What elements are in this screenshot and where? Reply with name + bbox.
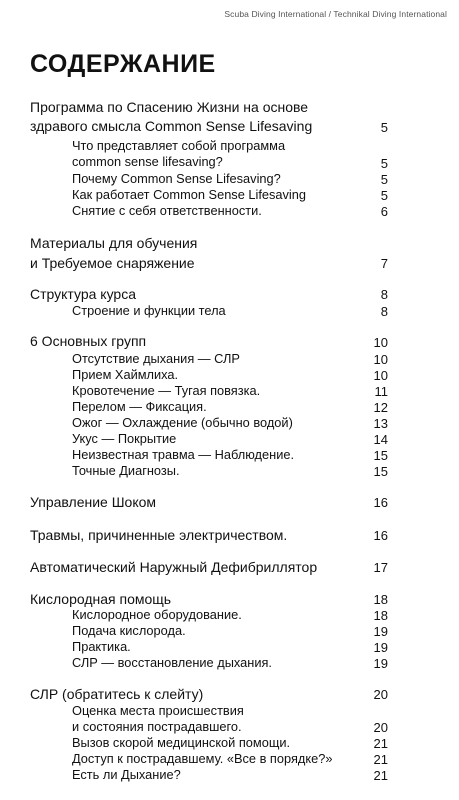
toc-page: 8: [380, 287, 388, 302]
toc-page: 10: [373, 368, 388, 383]
toc-sub-entry: Прием Хаймлиха.: [72, 367, 179, 382]
toc-sub-entry: Подача кислорода.: [72, 623, 186, 638]
toc-page: 5: [380, 120, 388, 135]
toc-page: 18: [373, 592, 388, 607]
toc-entry: Программа по Спасению Жизни на основе: [30, 99, 309, 115]
toc-page: 12: [373, 400, 388, 415]
toc-sub-entry: Оценка места происшествия: [72, 703, 244, 718]
toc-sub-entry: Что представляет собой программа: [72, 138, 286, 153]
toc-page: 19: [373, 640, 388, 655]
toc-page: 15: [373, 448, 388, 463]
toc-page: 15: [373, 464, 388, 479]
toc-page: 10: [373, 335, 388, 350]
toc-sub-entry: Ожог — Охлаждение (обычно водой): [72, 415, 293, 430]
toc-entry: 6 Основных групп: [30, 333, 147, 349]
toc-sub-entry: Кислородное оборудование.: [72, 607, 242, 622]
toc-page: 21: [373, 752, 388, 767]
toc-page: 16: [373, 528, 388, 543]
toc-page: 17: [373, 560, 388, 575]
toc-page: 19: [373, 656, 388, 671]
toc-sub-entry: и состояния пострадавшего.: [72, 719, 242, 734]
toc-entry: Кислородная помощь: [30, 591, 172, 607]
toc-page: 13: [373, 416, 388, 431]
toc-page: 5: [380, 156, 388, 171]
toc-sub-entry: Неизвестная травма — Наблюдение.: [72, 447, 295, 462]
toc-page: 5: [380, 188, 388, 203]
page-title: СОДЕРЖАНИЕ: [30, 50, 216, 78]
toc-sub-entry: Почему Common Sense Lifesaving?: [72, 171, 281, 186]
toc-page: 6: [380, 204, 388, 219]
toc-page: 16: [373, 495, 388, 510]
toc-page: 7: [380, 256, 388, 271]
toc-page: 20: [373, 720, 388, 735]
toc-sub-entry: Есть ли Дыхание?: [72, 767, 181, 782]
toc-sub-entry: common sense lifesaving?: [72, 154, 223, 169]
toc-sub-entry: Точные Диагнозы.: [72, 463, 180, 478]
page-header: Scuba Diving International / Technikal Diving International: [224, 9, 447, 19]
toc-sub-entry: Снятие с себя ответственности.: [72, 203, 262, 218]
toc-page: 19: [373, 624, 388, 639]
toc-sub-entry: Кровотечение — Тугая повязка.: [72, 383, 261, 398]
toc-entry: Материалы для обучения: [30, 235, 198, 251]
toc-sub-entry: СЛР — восстановление дыхания.: [72, 655, 272, 670]
toc-sub-entry: Укус — Покрытие: [72, 431, 177, 446]
toc-page: 10: [373, 352, 388, 367]
toc-sub-entry: Доступ к пострадавшему. «Все в порядке?»: [72, 751, 333, 766]
toc-page: 21: [373, 736, 388, 751]
toc-page: 8: [380, 304, 388, 319]
toc-sub-entry: Вызов скорой медицинской помощи.: [72, 735, 291, 750]
toc-sub-entry: Практика.: [72, 639, 131, 654]
toc-entry: СЛР (обратитесь к слейту): [30, 686, 204, 702]
toc-sub-entry: Отсутствие дыхания — СЛР: [72, 351, 240, 366]
toc-page: 5: [380, 172, 388, 187]
toc-page: 11: [374, 384, 388, 399]
toc-sub-entry: Перелом — Фиксация.: [72, 399, 207, 414]
toc-page: 14: [373, 432, 388, 447]
toc-page: 20: [373, 687, 388, 702]
toc-sub-entry: Строение и функции тела: [72, 303, 226, 318]
toc-entry: здравого смысла Common Sense Lifesaving: [30, 118, 313, 134]
toc-entry: и Требуемое снаряжение: [30, 255, 195, 271]
toc-sub-entry: Как работает Common Sense Lifesaving: [72, 187, 306, 202]
toc-page: 21: [373, 768, 388, 783]
toc-entry: Травмы, причиненные электричеством.: [30, 527, 288, 543]
toc-entry: Структура курса: [30, 286, 137, 302]
toc-entry: Автоматический Наружный Дефибриллятор: [30, 559, 318, 575]
toc-page: 18: [373, 608, 388, 623]
toc-entry: Управление Шоком: [30, 494, 157, 510]
